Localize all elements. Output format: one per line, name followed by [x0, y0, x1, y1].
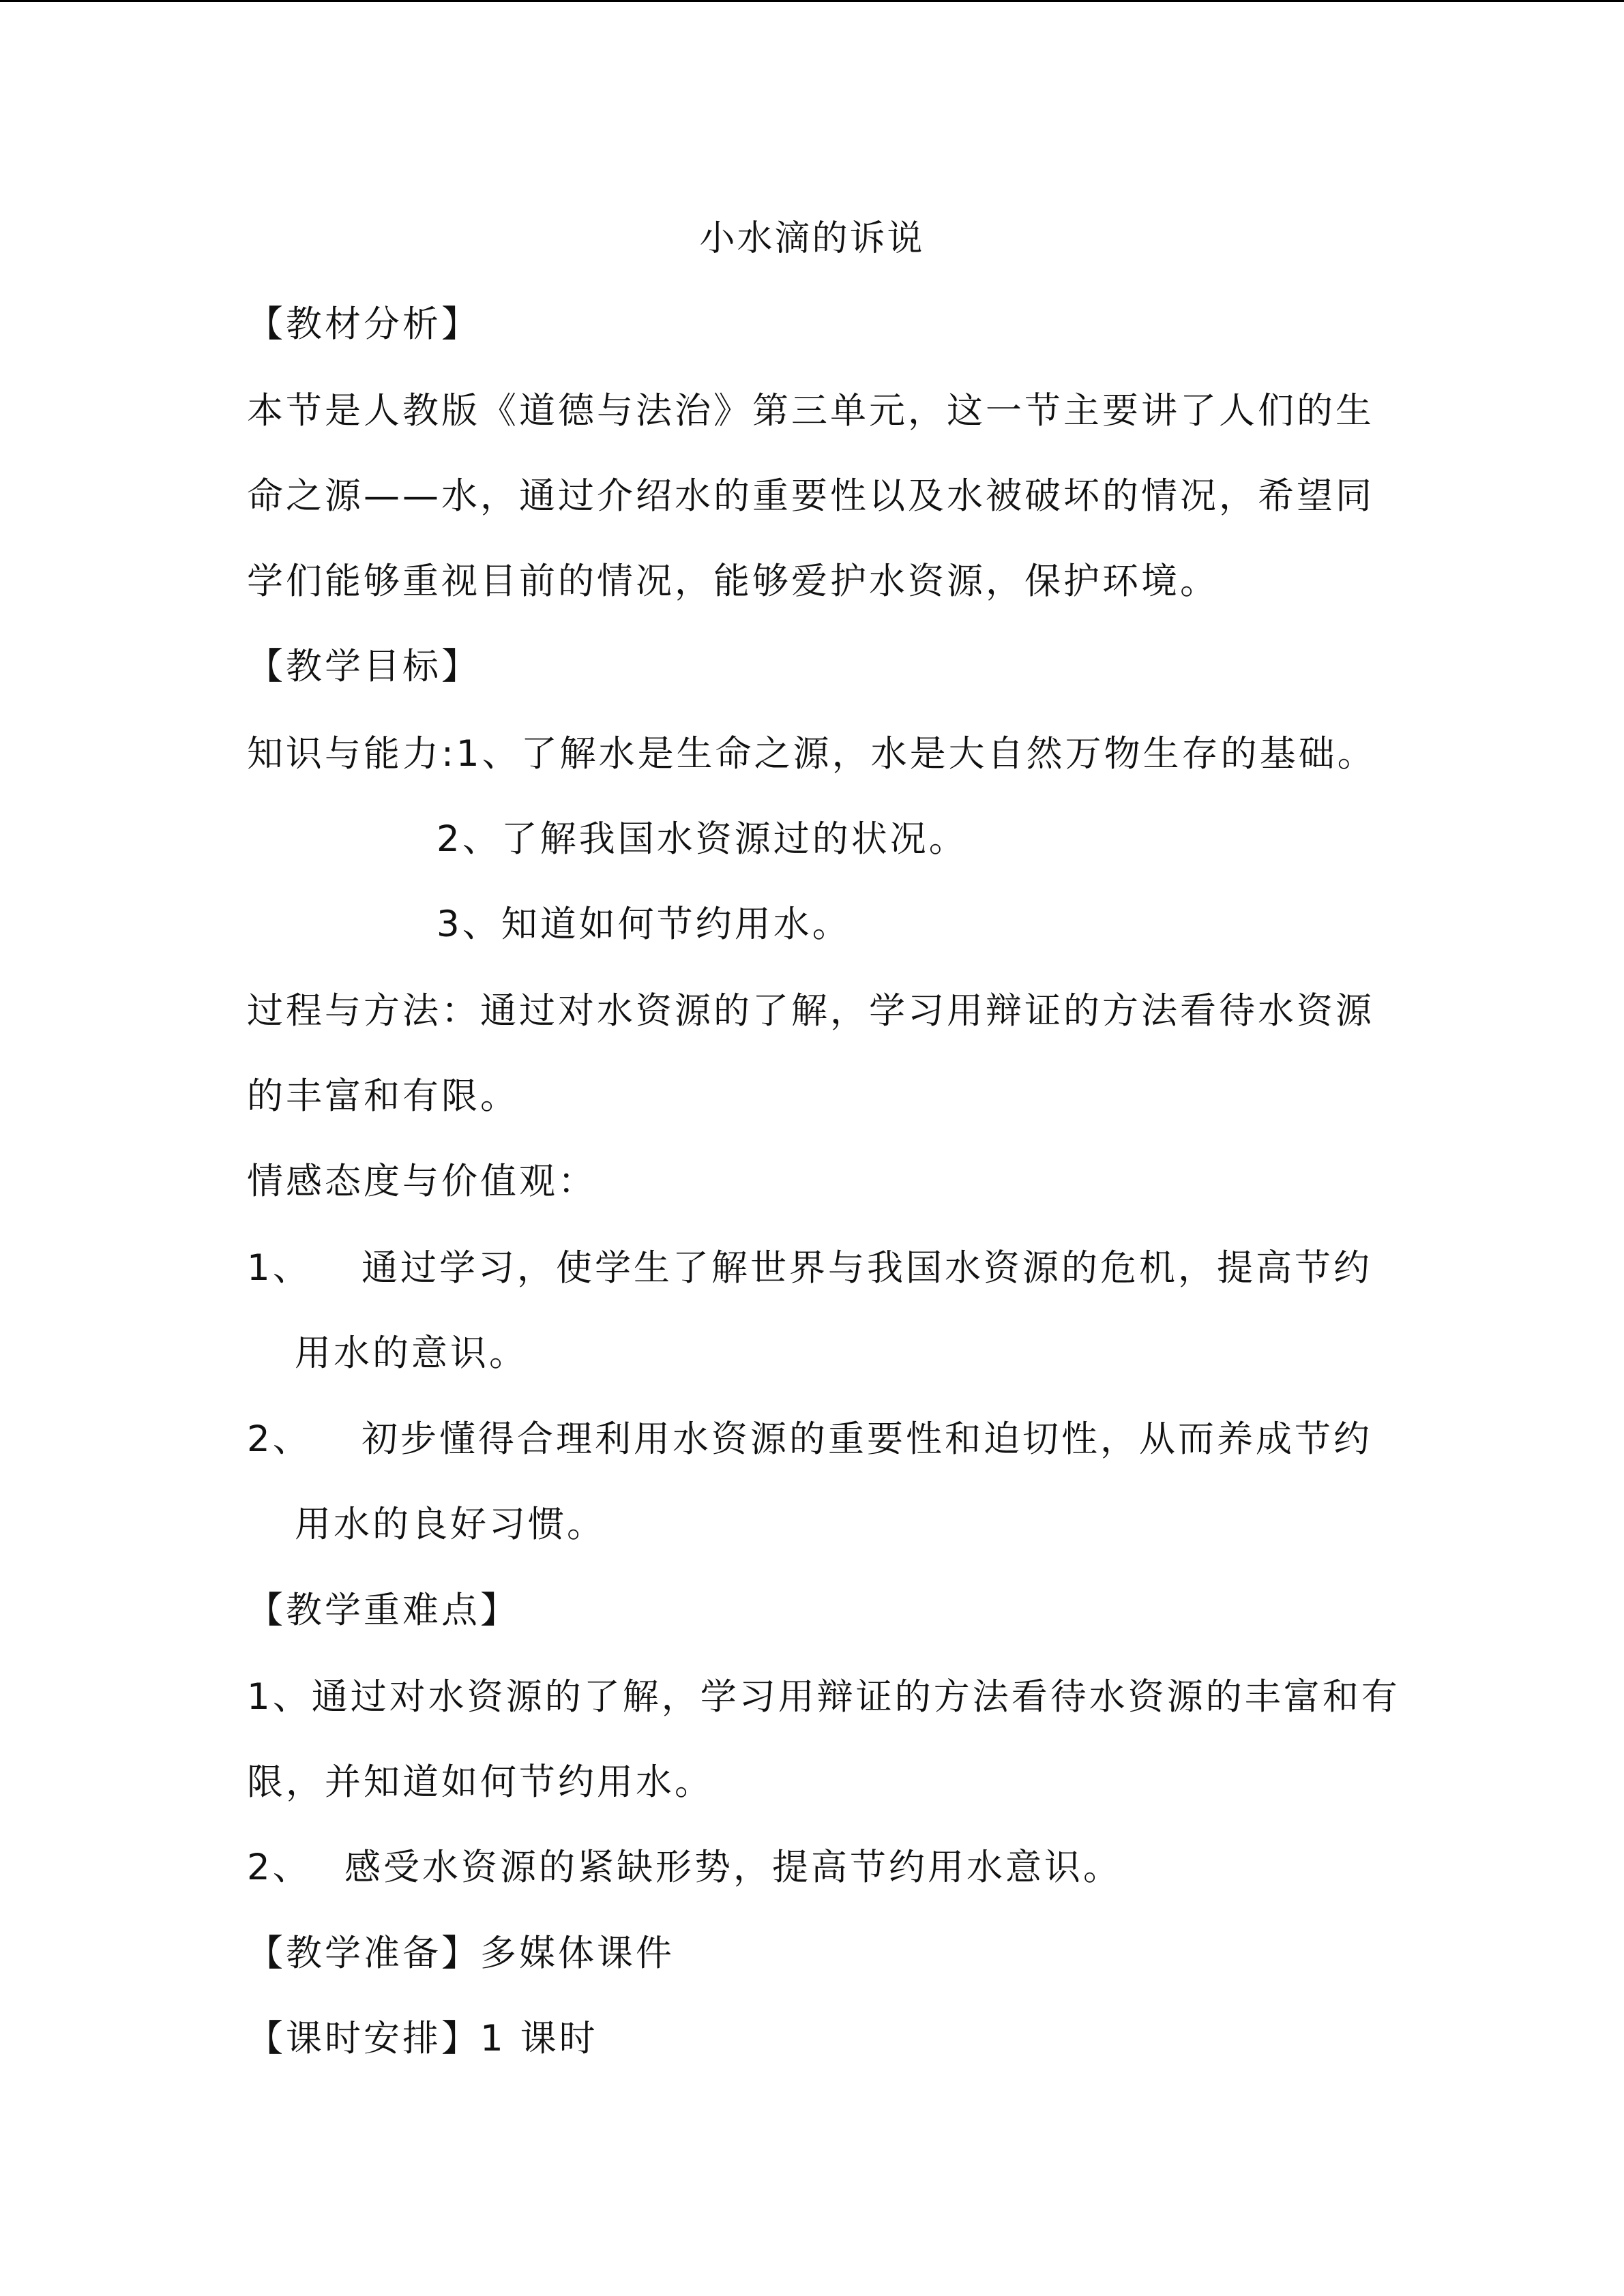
section-heading-key-points: 【教学重难点】	[247, 1590, 519, 1631]
emotion-item-number: 2、	[247, 1418, 312, 1460]
analysis-line: 命之源——水，通过介绍水的重要性以及水被破坏的情况，希望同	[247, 475, 1374, 517]
knowledge-line: 知识与能力:1、了解水是生命之源，水是大自然万物生存的基础。	[247, 733, 1376, 775]
emotion-item-text: 初步懂得合理利用水资源的重要性和迫切性，从而养成节约	[361, 1418, 1372, 1460]
section-preparation: 【教学准备】多媒体课件	[247, 1933, 675, 1974]
document-title: 小水滴的诉说	[699, 218, 925, 259]
key-point-number: 2、	[247, 1847, 312, 1888]
knowledge-line: 3、知道如何节约用水。	[437, 904, 851, 945]
knowledge-line: 2、了解我国水资源过的状况。	[437, 818, 968, 860]
emotion-item-text: 通过学习，使学生了解世界与我国水资源的危机，提高节约	[361, 1247, 1372, 1289]
analysis-line: 学们能够重视目前的情况，能够爱护水资源，保护环境。	[247, 561, 1219, 602]
emotion-item-number: 1、	[247, 1247, 312, 1289]
key-point-line: 1、通过对水资源的了解，学习用辩证的方法看待水资源的丰富和有	[247, 1676, 1400, 1718]
section-heading-goals: 【教学目标】	[247, 646, 480, 687]
emotion-item-continuation: 用水的良好习惯。	[295, 1504, 606, 1545]
process-line: 的丰富和有限。	[247, 1075, 519, 1117]
analysis-line: 本节是人教版《道德与法治》第三单元，这一节主要讲了人们的生	[247, 390, 1374, 432]
emotion-item-continuation: 用水的意识。	[295, 1332, 528, 1374]
process-line: 过程与方法：通过对水资源的了解，学习用辩证的方法看待水资源	[247, 990, 1374, 1032]
section-schedule: 【课时安排】1 课时	[247, 2018, 598, 2059]
key-point-text: 感受水资源的紧缺形势，提高节约用水意识。	[344, 1847, 1122, 1888]
section-heading-analysis: 【教材分析】	[247, 303, 480, 345]
key-point-line: 限，并知道如何节约用水。	[247, 1761, 713, 1803]
emotion-heading: 情感态度与价值观：	[247, 1161, 597, 1202]
